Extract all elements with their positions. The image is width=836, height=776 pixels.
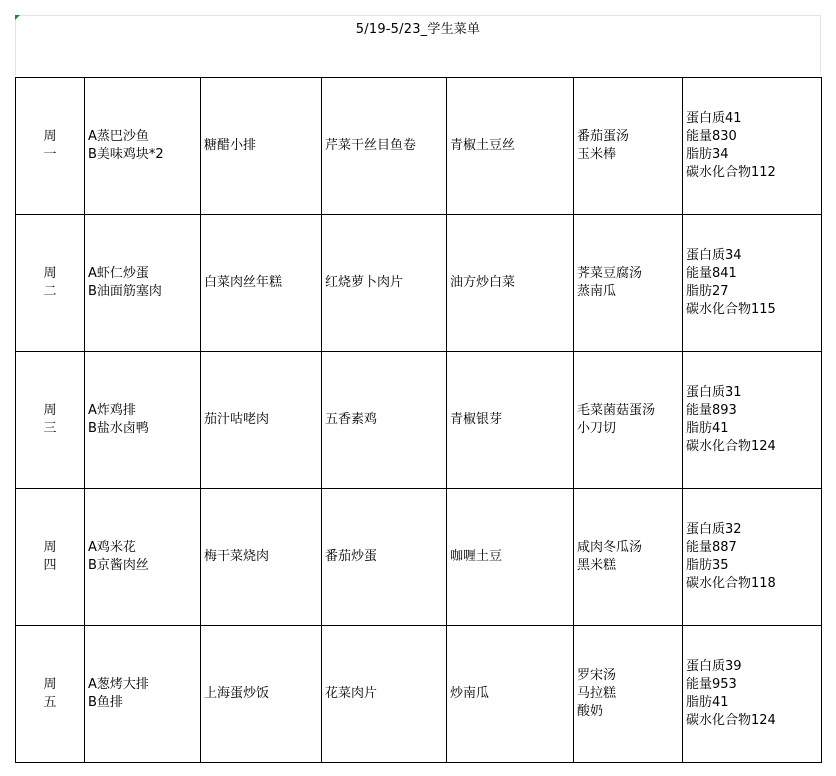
main-dish-line: B油面筋塞肉 [88, 284, 162, 299]
dish2-text: 白菜肉丝年糕 [204, 275, 283, 290]
nutrition-line: 蛋白质39 [686, 659, 742, 674]
menu-table [15, 77, 822, 763]
day-line: 一 [43, 147, 57, 162]
table-row [16, 489, 822, 626]
dish2-cell [201, 352, 322, 489]
nutrition-cell [683, 489, 822, 626]
soup-cell [574, 352, 683, 489]
day-line: 周 [43, 677, 57, 692]
table-row [16, 78, 822, 215]
dish4-text: 咖喱土豆 [450, 549, 503, 564]
soup-cell [574, 78, 683, 215]
main-dish-cell [85, 489, 201, 626]
nutrition-line: 碳水化合物115 [686, 302, 776, 317]
soup-line: 荠菜豆腐汤 [577, 266, 643, 281]
nutrition-line: 能量887 [686, 540, 737, 555]
day-cell [16, 215, 85, 352]
main-dish-cell [85, 626, 201, 763]
title-area [15, 15, 821, 75]
main-dish-cell [85, 78, 201, 215]
menu-title: 5/19-5/23_学生菜单 [355, 22, 481, 37]
main-dish-line: A虾仁炒蛋 [88, 266, 149, 281]
day-cell [16, 352, 85, 489]
table-row [16, 215, 822, 352]
dish4-cell [447, 352, 574, 489]
table-row [16, 626, 822, 763]
soup-line: 咸肉冬瓜汤 [577, 540, 643, 555]
dish2-text: 糖醋小排 [204, 138, 257, 153]
nutrition-line: 脂肪27 [686, 284, 729, 299]
dish3-text: 花菜肉片 [325, 686, 378, 701]
dish3-text: 红烧萝卜肉片 [325, 275, 404, 290]
day-cell [16, 78, 85, 215]
nutrition-line: 碳水化合物124 [686, 439, 776, 454]
dish4-text: 青椒银芽 [450, 412, 503, 427]
dish4-text: 青椒土豆丝 [450, 138, 516, 153]
day-line: 周 [43, 403, 57, 418]
dish4-cell [447, 626, 574, 763]
dish2-cell [201, 215, 322, 352]
dish3-text: 五香素鸡 [325, 412, 378, 427]
soup-line: 酸奶 [577, 704, 604, 719]
dish2-cell [201, 626, 322, 763]
nutrition-line: 脂肪41 [686, 695, 729, 710]
nutrition-line: 蛋白质32 [686, 522, 742, 537]
table-row [16, 352, 822, 489]
day-cell [16, 489, 85, 626]
dish2-text: 茄汁咕咾肉 [204, 412, 270, 427]
dish2-text: 梅干菜烧肉 [204, 549, 270, 564]
nutrition-line: 碳水化合物118 [686, 576, 776, 591]
dish3-cell [322, 215, 447, 352]
dish3-text: 芹菜干丝目鱼卷 [325, 138, 417, 153]
soup-line: 玉米棒 [577, 147, 617, 162]
dish3-cell [322, 626, 447, 763]
nutrition-line: 碳水化合物124 [686, 713, 776, 728]
day-line: 二 [43, 284, 57, 299]
dish2-cell [201, 78, 322, 215]
nutrition-line: 脂肪34 [686, 147, 729, 162]
main-dish-line: B京酱肉丝 [88, 558, 149, 573]
nutrition-line: 碳水化合物112 [686, 165, 776, 180]
soup-line: 黑米糕 [577, 558, 617, 573]
dish3-cell [322, 489, 447, 626]
dish2-text: 上海蛋炒饭 [204, 686, 270, 701]
nutrition-line: 脂肪35 [686, 558, 729, 573]
day-line: 四 [43, 558, 57, 573]
dish4-cell [447, 489, 574, 626]
soup-line: 罗宋汤 [577, 668, 617, 683]
nutrition-line: 蛋白质34 [686, 248, 742, 263]
main-dish-line: B鱼排 [88, 695, 123, 710]
nutrition-line: 能量893 [686, 403, 737, 418]
main-dish-line: B美味鸡块*2 [88, 147, 164, 162]
nutrition-cell [683, 215, 822, 352]
day-line: 五 [43, 695, 57, 710]
nutrition-cell [683, 78, 822, 215]
soup-line: 毛菜菌菇蛋汤 [577, 403, 656, 418]
nutrition-line: 能量830 [686, 129, 737, 144]
main-dish-line: B盐水卤鸭 [88, 421, 149, 436]
dish3-cell [322, 78, 447, 215]
cell-corner-marker [15, 15, 20, 20]
day-cell [16, 626, 85, 763]
soup-cell [574, 489, 683, 626]
day-line: 周 [43, 540, 57, 555]
nutrition-line: 脂肪41 [686, 421, 729, 436]
dish4-text: 炒南瓜 [450, 686, 490, 701]
day-line: 周 [43, 129, 57, 144]
main-dish-cell [85, 215, 201, 352]
dish4-cell [447, 215, 574, 352]
nutrition-line: 蛋白质31 [686, 385, 742, 400]
nutrition-line: 蛋白质41 [686, 111, 742, 126]
soup-line: 蒸南瓜 [577, 284, 617, 299]
soup-line: 马拉糕 [577, 686, 617, 701]
dish3-cell [322, 352, 447, 489]
soup-cell [574, 626, 683, 763]
soup-line: 番茄蛋汤 [577, 129, 630, 144]
nutrition-line: 能量953 [686, 677, 737, 692]
soup-line: 小刀切 [577, 421, 617, 436]
menu-table-body [16, 78, 822, 763]
day-line: 三 [43, 421, 57, 436]
main-dish-line: A炸鸡排 [88, 403, 136, 418]
nutrition-cell [683, 626, 822, 763]
day-line: 周 [43, 266, 57, 281]
main-dish-line: A蒸巴沙鱼 [88, 129, 149, 144]
dish4-cell [447, 78, 574, 215]
main-dish-cell [85, 352, 201, 489]
dish3-text: 番茄炒蛋 [325, 549, 378, 564]
nutrition-line: 能量841 [686, 266, 737, 281]
dish2-cell [201, 489, 322, 626]
main-dish-line: A鸡米花 [88, 540, 136, 555]
main-dish-line: A葱烤大排 [88, 677, 149, 692]
soup-cell [574, 215, 683, 352]
nutrition-cell [683, 352, 822, 489]
dish4-text: 油方炒白菜 [450, 275, 516, 290]
